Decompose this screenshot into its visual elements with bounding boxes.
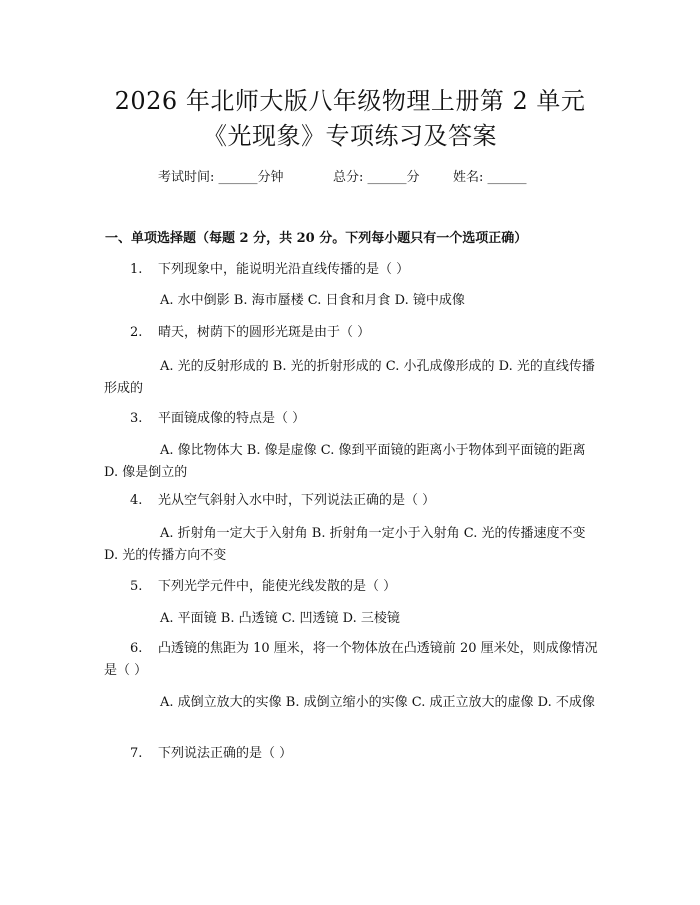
question-stem: 下列说法正确的是（ ） [158,746,293,761]
question-5-options: A. 平面镜 B. 凸透镜 C. 凹透镜 D. 三棱镜 [160,611,400,626]
question-6 [104,638,600,682]
question-1 [104,259,600,281]
question-number: 2. [130,325,143,340]
question-number: 6. [130,641,143,656]
question-stem: 凸透镜的焦距为 10 厘米，将一个物体放在凸透镜前 20 厘米处，则成像情况是（ ） [104,641,598,678]
question-stem: 平面镜成像的特点是（ ） [158,411,306,426]
question-7 [104,743,600,765]
question-stem: 晴天，树荫下的圆形光斑是由于（ ） [158,325,371,340]
exam-time-field: 考试时间: ______分钟 [158,170,284,185]
question-stem: 下列现象中，能说明光沿直线传播的是（ ） [158,262,410,277]
total-score-field: 总分: ______分 [333,170,420,185]
question-number: 5. [130,579,143,594]
question-number: 3. [130,411,143,426]
question-number: 1. [130,262,143,277]
question-number: 7. [130,746,143,761]
document-title-line-2: 《光现象》专项练习及答案 [203,122,497,150]
question-1-options: A. 水中倒影 B. 海市蜃楼 C. 日食和月食 D. 镜中成像 [160,293,465,308]
question-stem: 光从空气斜射入水中时，下列说法正确的是（ ） [158,493,436,508]
question-4 [104,490,600,512]
question-6-options: A. 成倒立放大的实像 B. 成倒立缩小的实像 C. 成正立放大的虚像 D. 不成像 [160,695,595,710]
question-number: 4. [130,493,143,508]
question-4-options: A. 折射角一定大于入射角 B. 折射角一定小于入射角 C. 光的传播速度不变 D. 光的传播方向不变 [104,526,586,563]
question-5 [104,576,600,598]
document-title-line-1: 2026 年北师大版八年级物理上册第 2 单元 [114,87,586,115]
question-stem: 下列光学元件中，能使光线发散的是（ ） [158,579,397,594]
section-title: 一、单项选择题（每题 2 分，共 20 分。下列每小题只有一个选项正确） [105,231,528,246]
question-2 [104,322,600,344]
question-3-options: A. 像比物体大 B. 像是虚像 C. 像到平面镜的距离小于物体到平面镜的距离 D. 像是倒立的 [104,443,586,480]
student-name-field: 姓名: ______ [453,170,527,185]
question-3 [104,408,600,430]
question-2-options: A. 光的反射形成的 B. 光的折射形成的 C. 小孔成像形成的 D. 光的直线传播形成的 [104,359,595,396]
